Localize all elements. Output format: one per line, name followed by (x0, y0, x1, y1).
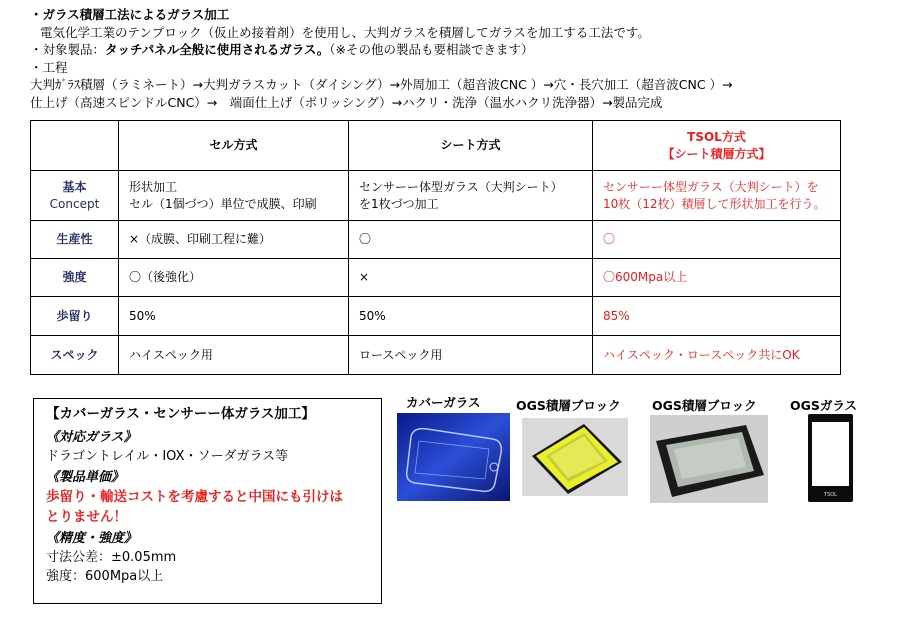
cell-yield-cell: 50% (119, 297, 349, 336)
ogs-glass-logo: TSOL (824, 492, 837, 498)
cell-spec-cell: ハイスペック用 (119, 336, 349, 375)
price-text-2: とりません！ (46, 509, 127, 525)
header-empty (31, 121, 119, 171)
cell-spec-sheet: ロースペック用 (349, 336, 593, 375)
cell-strength-tsol: 〇600Mpa以上 (593, 259, 841, 297)
glass-heading: 《対応ガラス》 (46, 430, 137, 445)
cell-yield-sheet: 50% (349, 297, 593, 336)
cell-yield-tsol: 85% (593, 297, 841, 336)
strength-text: 強度：600Mpa以上 (46, 569, 164, 584)
cell-productivity-cell: ×（成膜、印刷工程に難） (119, 221, 349, 259)
cover-glass-label: カバーガラス (406, 395, 481, 410)
table-row (31, 336, 841, 375)
cell-concept-tsol: センサーー体型ガラス（大判シート）を 10枚（12枚）積層して形状加工を行う。 (593, 171, 841, 221)
precision-heading: 《精度・強度》 (46, 531, 138, 546)
cell-strength-sheet: × (349, 259, 593, 297)
process-line-2: 仕上げ（高速スピンドルCNC）→ 端面仕上げ（ポリッシング）→ハクリ・洗浄（温水ハクリ洗浄器）→製品完成 (30, 94, 663, 110)
table-row (31, 171, 841, 221)
cell-concept-cell: 形状加工 セル（1個づつ）単位で成膜、印刷 (119, 171, 349, 221)
glass-text: ドラゴントレイル・IOX・ソーダガラス等 (46, 449, 289, 464)
row-label-yield: 歩留り (31, 297, 119, 336)
row-label-spec: スペック (31, 336, 119, 375)
ogs-block-photo-2 (650, 415, 768, 503)
cell-productivity-tsol: 〇 (593, 221, 841, 259)
glass-processing-box (33, 398, 382, 604)
cell-productivity-sheet: 〇 (349, 221, 593, 259)
price-text-1: 歩留り・輸送コストを考慮すると中国にも引けは (46, 489, 343, 505)
price-heading: 《製品単価》 (46, 470, 125, 485)
tolerance-text: 寸法公差：±0.05mm (46, 550, 177, 565)
cell-concept-sheet: センサーー体型ガラス（大判シート） を1枚づつ加工 (349, 171, 593, 221)
ogs-block-label-1: OGS積層ブロック (516, 398, 621, 413)
box-title: 【カバーガラス・センサーー体ガラス加工】 (46, 406, 315, 422)
table-row (31, 297, 841, 336)
row-label-strength: 強度 (31, 259, 119, 297)
ogs-block-label-2: OGS積層ブロック (652, 398, 757, 413)
ogs-glass-photo (807, 413, 854, 503)
process-heading: ・工程 (30, 59, 68, 75)
comparison-table (30, 120, 841, 375)
intro-heading: ・ガラス積層工法によるガラス加工 (30, 7, 230, 22)
row-label-productivity: 生産性 (31, 221, 119, 259)
row-label-concept: 基本 Concept (31, 171, 119, 221)
process-line-1: 大判ｶﾞﾗｽ積層（ラミネート）→大判ガラスカット（ダイシング）→外周加工（超音波CNC ）→穴・長穴加工（超音波CNC ）→ (30, 77, 733, 92)
intro-description: 電気化学工業のテンプロック（仮止め接着剤）を使用し、大判ガラスを積層してガラスを加工する工法です。 (40, 24, 650, 40)
header-cell-method: セル方式 (119, 121, 349, 171)
intro-section (30, 6, 890, 111)
ogs-glass-label: OGSガラス (790, 398, 858, 413)
table-row (31, 259, 841, 297)
target-products: ・対象製品：タッチパネル全般に使用されるガラス。（※その他の製品も要相談できます） (30, 42, 534, 57)
cell-strength-cell: 〇（後強化） (119, 259, 349, 297)
table-header-row (31, 121, 841, 171)
cell-spec-tsol: ハイスペック・ロースペック共にOK (593, 336, 841, 375)
header-sheet-method: シート方式 (349, 121, 593, 171)
cover-glass-photo (397, 413, 510, 501)
table-row (31, 221, 841, 259)
header-tsol-method: TSOL方式 【シート積層方式】 (593, 121, 841, 171)
ogs-block-photo-1 (522, 418, 628, 496)
